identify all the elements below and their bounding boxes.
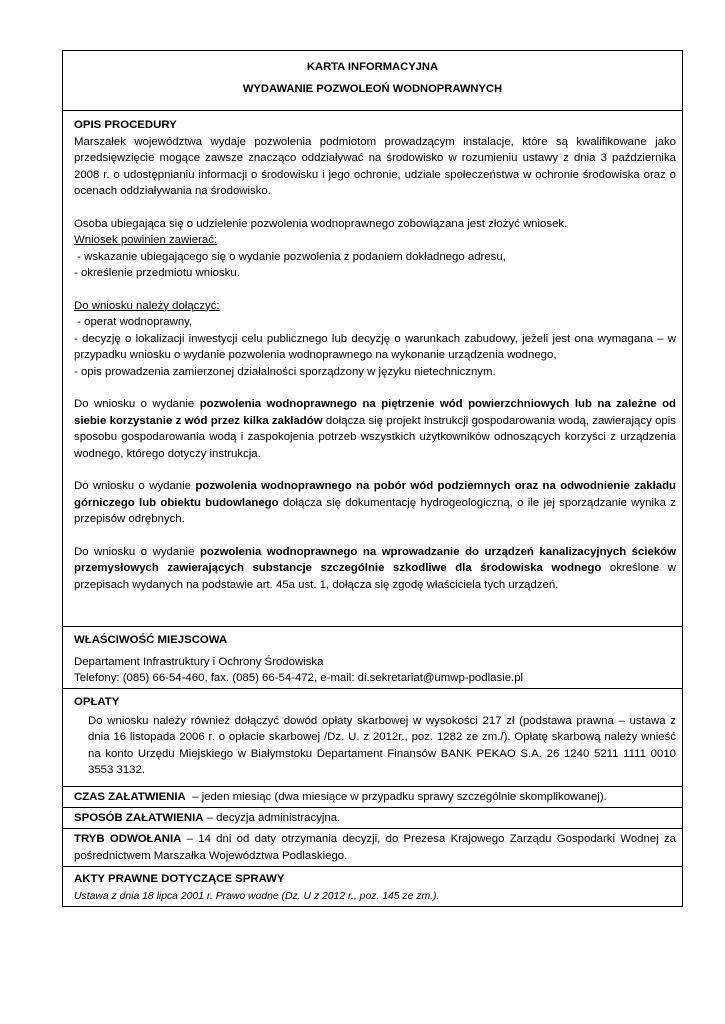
paragraph: [74, 544, 676, 594]
text: dołącza się dokumentację hydrogeologiczną, o ile jej sporządzanie wynika z przepisów odrębnych.: [74, 496, 676, 525]
list-item: - określenie przedmiotu wniosku.: [74, 267, 240, 279]
bold-text: pozwolenia wodnoprawnego na pobór wód podziemnych oraz na odwodnienie zakładu górniczego lub obiektu budowlanego: [74, 480, 676, 509]
department-name: Departament Infrastruktury i Ochrony Środowiska: [74, 655, 324, 668]
text: Do wniosku o wydanie: [74, 545, 200, 558]
text: określone w przepisach wydanych na podstawie art. 45a ust. 1, dołącza się zgodę właściciela tych urządzeń.: [74, 562, 676, 591]
info-card: [62, 50, 683, 907]
text: – decyzja administracyjna.: [203, 812, 341, 824]
list-item: - decyzję o lokalizacji inwestycji celu publicznego lub decyzję o warunkach zabudowy, jeżeli jest ona wymagana – w przypadku wniosku o wydanie pozwolenia wodnoprawnego na wykonanie urządzenia wodnego,: [74, 332, 676, 361]
paragraph: Marszałek województwa wydaje pozwolenia podmiotom prowadzącym instalacje, które są kwalifikowane jako przedsięwzięcie mogące zawsze znacząco oddziaływać na środowisko w rozumieniu ustawy z dnia 3 października 2008 r. o udostępnianiu informacji o środowisku i jego ochronie, udziale społeczeństwa w ochronie środowiska oraz o ocenach oddziaływania na środowisko.: [74, 135, 676, 197]
section-title: WŁAŚCIWOŚĆ MIEJSCOWA: [74, 634, 228, 646]
section-akty-prawne: [63, 866, 682, 906]
section-title: OPŁATY: [74, 696, 120, 708]
paragraph: [74, 478, 676, 528]
text: Do wniosku o wydanie: [74, 398, 200, 410]
card-header: [63, 51, 682, 110]
bold-text: pozwolenia wodnoprawnego na wprowadzanie do urządzeń kanalizacyjnych ścieków przemysłowych zawierających substancje szczególnie szkodliwe dla środowiska wodnego: [74, 545, 677, 574]
subheading: Do wniosku należy dołączyć:: [74, 299, 220, 312]
list-item: - opis prowadzenia zamierzonej działalności sporządzony w języku nietechnicznym.: [74, 365, 496, 378]
text: Do wniosku o wydanie: [74, 480, 196, 492]
paragraph: [74, 831, 676, 864]
section-title: SPOSÓB ZAŁATWIENIA: [74, 812, 204, 824]
section-title: CZAS ZAŁATWIENIA: [74, 791, 186, 803]
list-item: - wskazanie ubiegającego się o wydanie pozwolenia z podaniem dokładnego adresu,: [74, 250, 506, 263]
paragraph: Do wniosku należy również dołączyć dowód opłaty skarbowej w wysokości 217 zł (podstawa prawna – ustawa z dnia 16 listopada 2006 r. o opłacie skarbowej /Dz. U. z 2012r., poz. 1282 ze zm./). Opłatę skarbową należy wnieść na konto Urzędu Miejskiego w Białymstoku Departament Finansów BANK PEKAO S.A. 26 1240 5211 1111 0010 3553 3132.: [88, 714, 676, 776]
section-title: AKTY PRAWNE DOTYCZĄCE SPRAWY: [74, 873, 285, 885]
text: dołącza się projekt instrukcji gospodarowania wodą, zawierający opis sposobu gospodarowania wodą i zaspokojenia potrzeb wszystkich użytkowników odnoszących korzyści z urządzenia wodnego, którego dotyczy instrukcja.: [74, 414, 676, 460]
text: – 14 dni od daty otrzymania decyzji, do Prezesa Krajowego Zarządu Gospodarki Wodnej za pośrednictwem Marszałka Województwa Podlaskiego.: [74, 833, 676, 862]
section-czas-zalatwienia: [63, 786, 682, 807]
section-oplaty: [63, 688, 682, 786]
list-item: - operat wodnoprawny,: [74, 316, 193, 328]
section-title: OPIS PROCEDURY: [74, 119, 177, 131]
paragraph: [74, 396, 676, 462]
section-wlasciwosc-miejscowa: [63, 626, 682, 688]
bold-text: pozwolenia wodnoprawnego na piętrzenie wód powierzchniowych lub na zależne od siebie korzystanie z wód przez kilka zakładów: [74, 398, 677, 427]
card-subtitle: WYDAWANIE POZWOLEOŃ WODNOPRAWNYCH: [242, 83, 503, 95]
text: – jeden miesiąc (dwa miesiące w przypadku sprawy szczególnie skomplikowanej).: [185, 791, 607, 803]
legal-reference: Ustawa z dnia 18 lipca 2001 r. Prawo wodne (Dz. U z 2012 r., poz. 145 ze zm.).: [74, 890, 440, 902]
section-sposob-zalatwienia: [63, 807, 682, 828]
contact-info: Telefony: (085) 66-54-460, fax. (085) 66-54-472, e-mail: di.sekretariat@umwp-podlasie.pl: [74, 672, 524, 684]
paragraph: Osoba ubiegająca się o udzielenie pozwolenia wodnoprawnego zobowiązana jest złożyć wniosek.: [74, 217, 568, 230]
section-title: TRYB ODWOŁANIA: [74, 833, 182, 845]
card-title: KARTA INFORMACYJNA: [306, 61, 439, 73]
subheading: Wniosek powinien zawierać:: [74, 234, 218, 246]
section-opis-procedury: [63, 110, 682, 626]
section-tryb-odwolania: [63, 828, 682, 866]
